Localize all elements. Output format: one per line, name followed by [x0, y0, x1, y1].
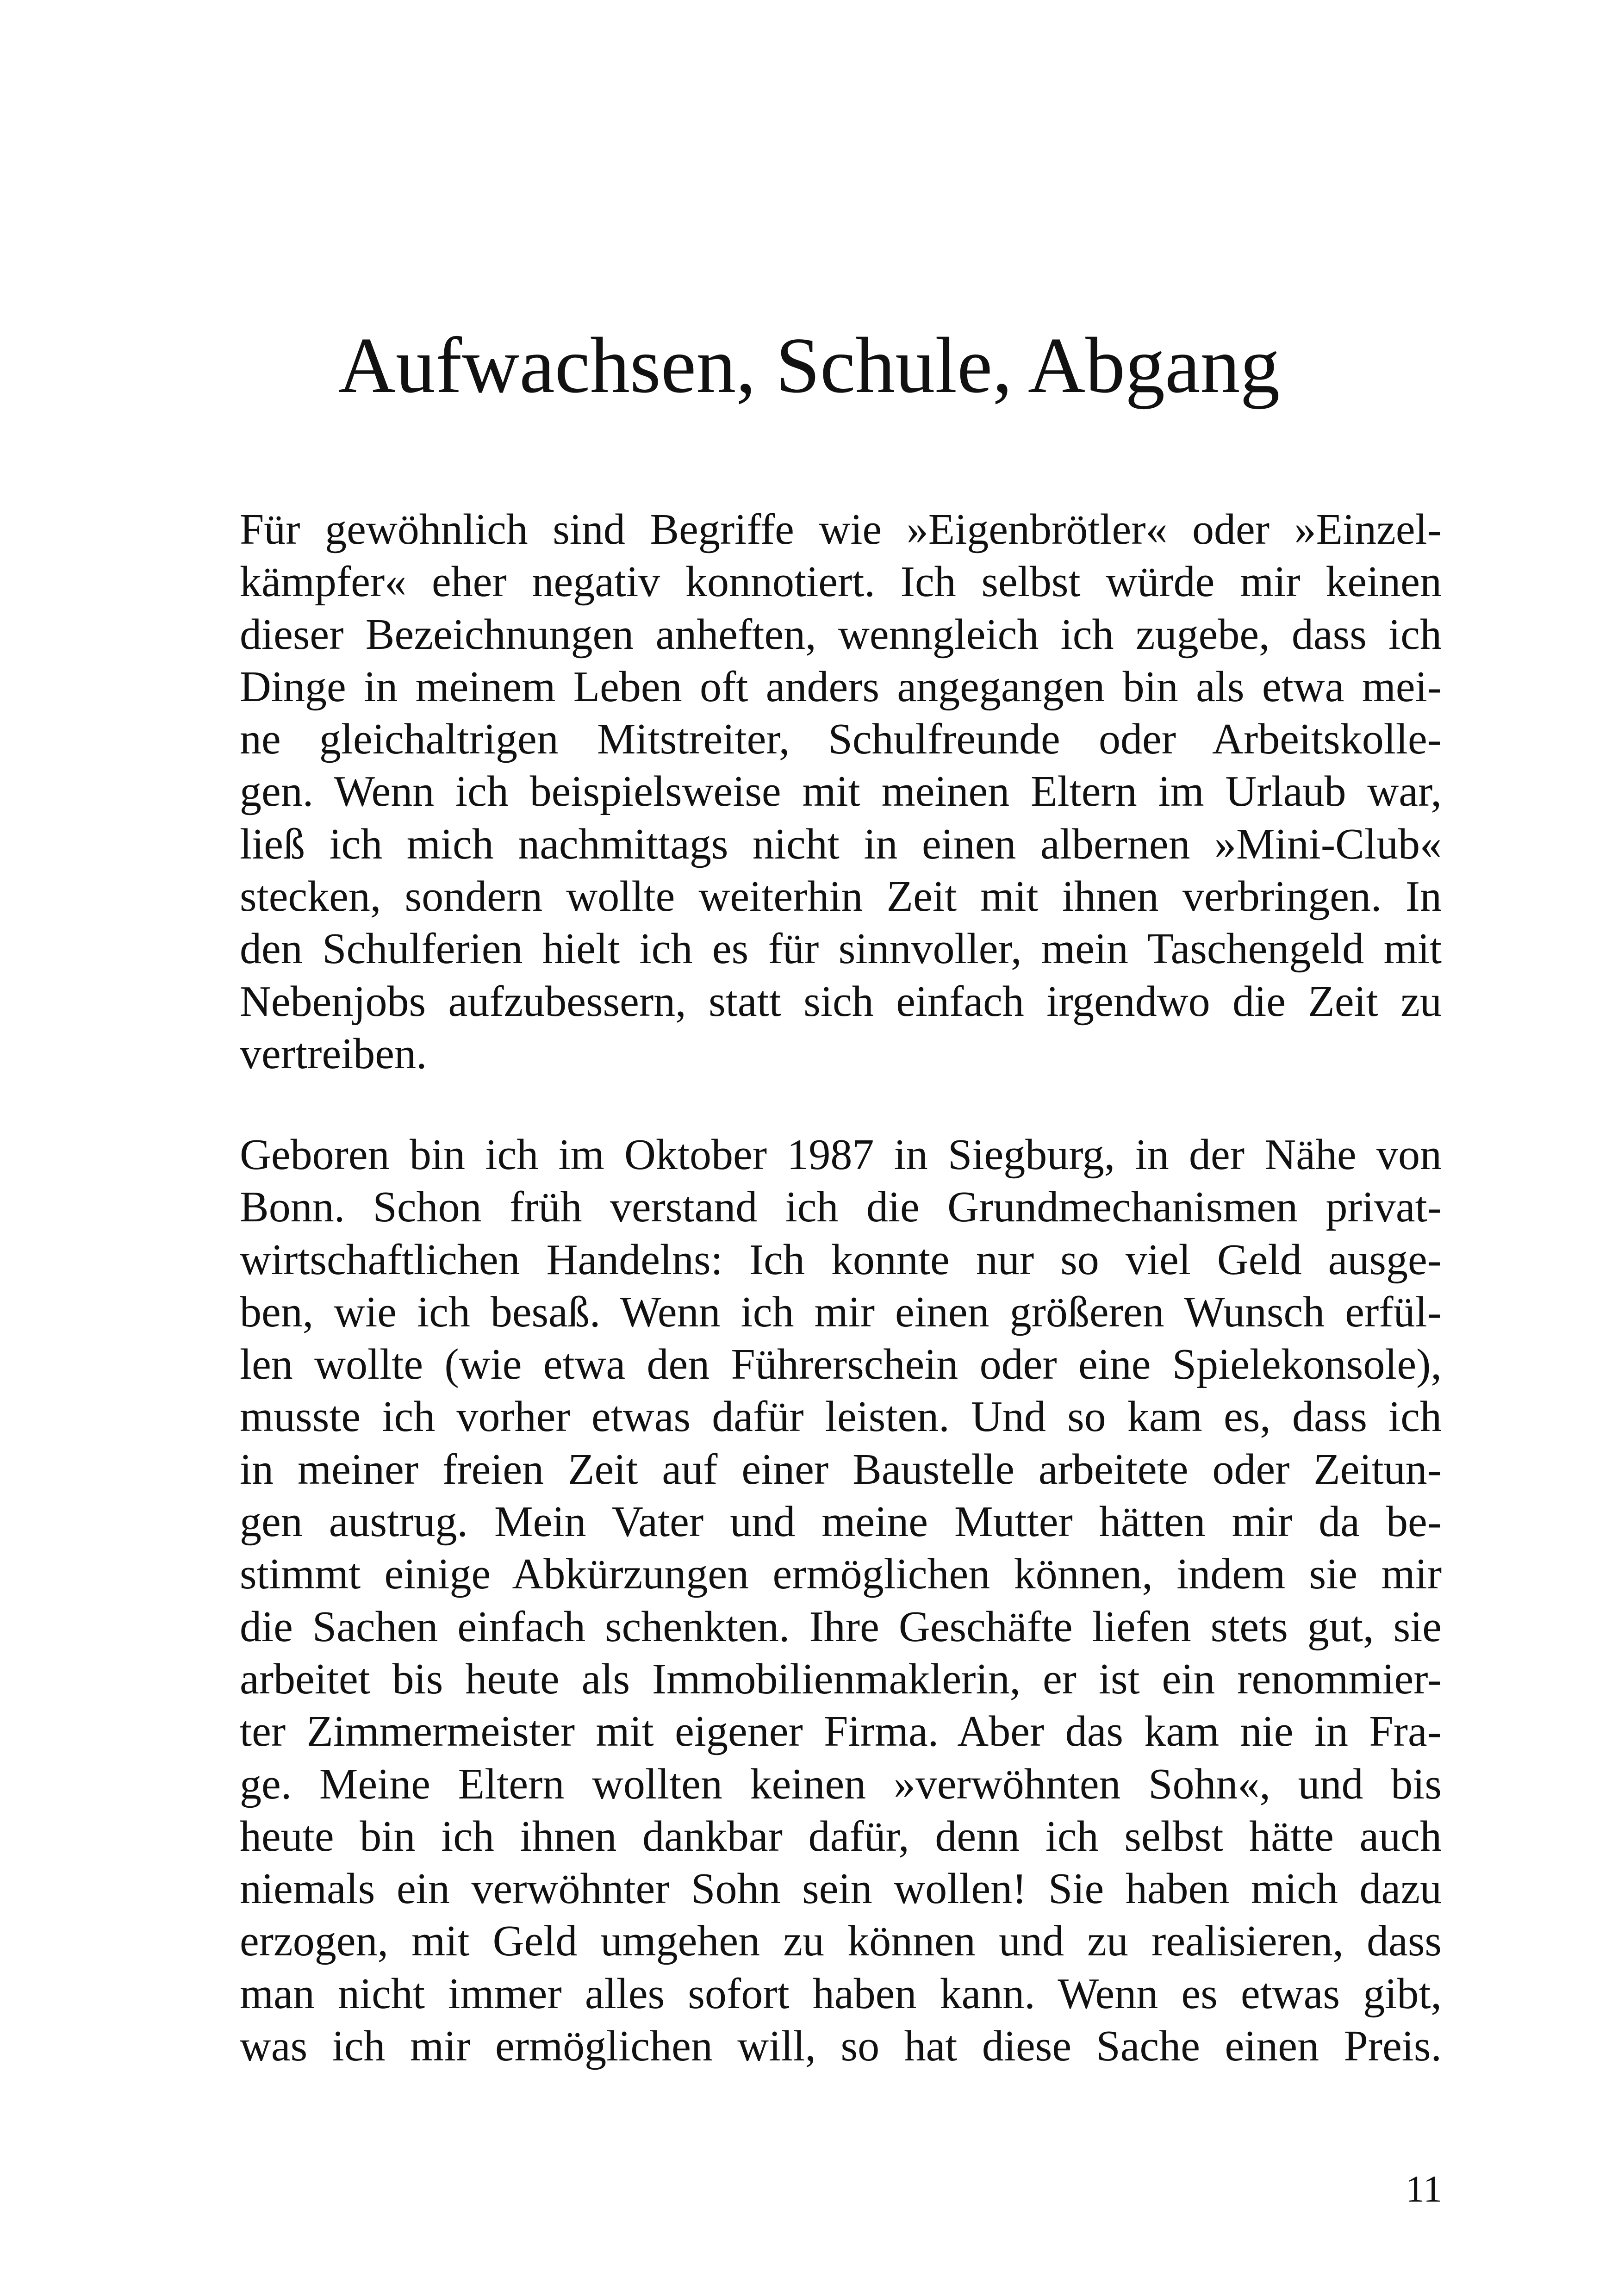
text-line: ne gleichaltrigen Mitstreiter, Schulfreunde oder Arbeitskolle- — [240, 715, 1442, 764]
text-line: kämpfer« eher negativ konnotiert. Ich selbst würde mir keinen — [240, 558, 1442, 606]
text-line: ließ ich mich nachmittags nicht in einen albernen »Mini-Club« — [240, 820, 1442, 868]
text-line: man nicht immer alles sofort haben kann. Wenn es etwas gibt, — [240, 1969, 1442, 2018]
paragraph-1 — [240, 504, 1442, 1080]
text-line: Dinge in meinem Leben oft anders angegangen bin als etwa mei- — [240, 662, 1442, 711]
text-line: die Sachen einfach schenkten. Ihre Geschäfte liefen stets gut, sie — [240, 1602, 1442, 1651]
text-line: Geboren bin ich im Oktober 1987 in Siegburg, in der Nähe von — [240, 1131, 1442, 1179]
text-line: stecken, sondern wollte weiterhin Zeit mit ihnen verbringen. In — [240, 872, 1442, 921]
text-line: erzogen, mit Geld umgehen zu können und zu realisieren, dass — [240, 1917, 1442, 1966]
text-line: len wollte (wie etwa den Führerschein oder eine Spielekonsole), — [240, 1340, 1442, 1389]
text-line: vertreiben. — [240, 1029, 427, 1078]
text-line: gen austrug. Mein Vater und meine Mutter hätten mir da be- — [240, 1498, 1442, 1546]
text-line: was ich mir ermöglichen will, so hat diese Sache einen Preis. — [240, 2022, 1442, 2071]
text-line: arbeitet bis heute als Immobilienmaklerin, er ist ein renommier- — [240, 1655, 1442, 1703]
text-line: wirtschaftlichen Handelns: Ich konnte nur so viel Geld ausge- — [240, 1235, 1442, 1284]
page-number: 11 — [1406, 2168, 1442, 2210]
text-line: musste ich vorher etwas dafür leisten. Und so kam es, dass ich — [240, 1393, 1442, 1441]
text-line: ter Zimmermeister mit eigener Firma. Aber das kam nie in Fra- — [240, 1707, 1442, 1756]
text-line: heute bin ich ihnen dankbar dafür, denn ich selbst hätte auch — [240, 1812, 1442, 1860]
text-line: dieser Bezeichnungen anheften, wenngleich ich zugebe, dass ich — [240, 610, 1442, 659]
paragraph-2 — [240, 1129, 1442, 2072]
text-line: ge. Meine Eltern wollten keinen »verwöhnten Sohn«, und bis — [240, 1760, 1442, 1808]
text-line: niemals ein verwöhnter Sohn sein wollen! Sie haben mich dazu — [240, 1865, 1442, 1913]
text-line: stimmt einige Abkürzungen ermöglichen können, indem sie mir — [240, 1550, 1442, 1599]
chapter-title: Aufwachsen, Schule, Abgang — [338, 322, 1280, 410]
text-line: Nebenjobs aufzubessern, statt sich einfach irgendwo die Zeit zu — [240, 977, 1442, 1026]
text-line: den Schulferien hielt ich es für sinnvoller, mein Taschengeld mit — [240, 925, 1442, 973]
text-line: Für gewöhnlich sind Begriffe wie »Eigenbrötler« oder »Einzel- — [240, 505, 1442, 554]
text-line: Bonn. Schon früh verstand ich die Grundmechanismen privat- — [240, 1183, 1442, 1232]
text-line: ben, wie ich besaß. Wenn ich mir einen größeren Wunsch erfül- — [240, 1288, 1442, 1336]
text-line: gen. Wenn ich beispielsweise mit meinen Eltern im Urlaub war, — [240, 767, 1442, 816]
text-line: in meiner freien Zeit auf einer Baustelle arbeitete oder Zeitun- — [240, 1445, 1442, 1493]
